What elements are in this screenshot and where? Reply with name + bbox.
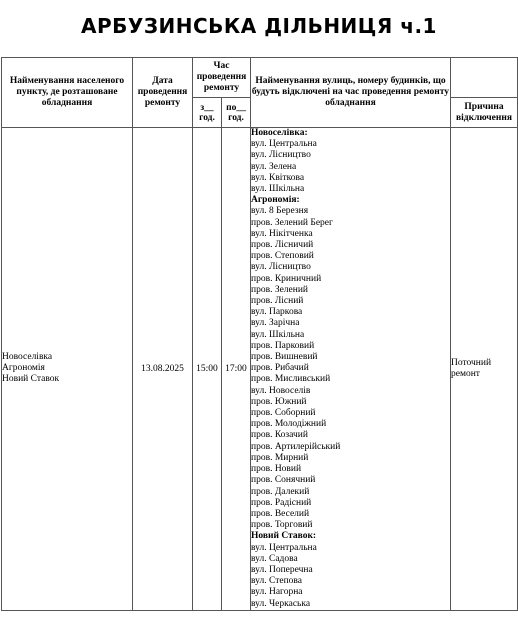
street-item: пров. Мисливський xyxy=(251,374,331,385)
street-item: вул. Зарічна xyxy=(251,318,300,329)
time-to-cell: 17:00 xyxy=(222,128,251,611)
street-item: пров. Веселий xyxy=(251,508,310,519)
street-item: пров. Лісний xyxy=(251,296,304,307)
street-item: вул. Степова xyxy=(251,576,302,587)
street-item: вул. Квіткова xyxy=(251,172,305,183)
street-item: пров. Вишневий xyxy=(251,352,318,363)
header-date: Дата проведення ремонту xyxy=(133,58,193,128)
header-time: Час проведення ремонту xyxy=(193,58,251,98)
street-item: вул. Лісництво xyxy=(251,262,311,273)
header-time-to: по__ год. xyxy=(222,98,251,128)
street-item: пров. Парковий xyxy=(251,340,315,351)
header-reason-spacer xyxy=(451,58,518,98)
street-item: пров. Южний xyxy=(251,396,307,407)
street-item: вул. Нікітченка xyxy=(251,228,313,239)
street-item: пров. Сонячний xyxy=(251,475,316,486)
street-item: вул. Зелена xyxy=(251,161,297,172)
street-item: пров. Зелений xyxy=(251,284,309,295)
locality-name: Новоселівка xyxy=(2,352,53,363)
header-locality: Найменування населеного пункту, де розташоване обладнання xyxy=(2,58,133,128)
locality-name: Новий Ставок xyxy=(2,374,60,385)
header-reason: Причина відключення xyxy=(451,98,518,128)
header-streets: Найменування вулиць, номеру будинків, що будуть відключені на час проведення ремонту обладнання xyxy=(251,58,451,128)
street-item: пров. Далекий xyxy=(251,486,310,497)
street-item: пров. Зелений Берег xyxy=(251,217,333,228)
street-item: вул. Паркова xyxy=(251,307,303,318)
street-item: вул. Черкаська xyxy=(251,598,311,609)
street-item: вул. Лісництво xyxy=(251,150,311,161)
street-item: пров. Лісничий xyxy=(251,240,314,251)
street-item: пров. Козачий xyxy=(251,430,308,441)
street-item: пров. Молодіжний xyxy=(251,419,327,430)
village-heading: Новоселівка: xyxy=(251,128,308,138)
street-item: пров. Криничний xyxy=(251,273,322,284)
streets-cell xyxy=(251,128,451,611)
street-item: вул. Новоселів xyxy=(251,385,311,396)
street-item: пров. Рибачий xyxy=(251,363,309,374)
street-item: пров. Радісний xyxy=(251,497,312,508)
street-item: пров. Артилерійський xyxy=(251,441,341,452)
street-item: пров. Степовий xyxy=(251,251,314,262)
street-item: вул. Нагорна xyxy=(251,587,303,598)
street-item: вул. Центральна xyxy=(251,542,317,553)
time-from-cell: 15:00 xyxy=(193,128,222,611)
street-item: вул. 8 Березня xyxy=(251,206,309,217)
reason-line: Поточний xyxy=(451,357,492,368)
street-item: вул. Центральна xyxy=(251,139,317,150)
street-item: пров. Новий xyxy=(251,464,302,475)
locality-name: Агрономія xyxy=(2,363,45,374)
locality-cell xyxy=(2,128,133,611)
header-time-from: з__ год. xyxy=(193,98,222,128)
street-item: вул. Садова xyxy=(251,553,298,564)
page-title: АРБУЗИНСЬКА ДІЛЬНИЦЯ ч.1 xyxy=(81,14,437,38)
schedule-table xyxy=(1,57,518,611)
street-item: вул. Поперечна xyxy=(251,564,313,575)
street-item: пров. Соборний xyxy=(251,408,316,419)
reason-line: ремонт xyxy=(451,368,480,379)
village-heading: Агрономія: xyxy=(251,195,300,206)
village-heading: Новий Ставок: xyxy=(251,531,317,542)
reason-cell xyxy=(451,128,518,611)
street-item: вул. Шкільна xyxy=(251,184,305,195)
street-item: пров. Торговий xyxy=(251,520,313,531)
date-cell: 13.08.2025 xyxy=(133,128,193,611)
street-item: вул. Шкільна xyxy=(251,329,305,340)
street-item: пров. Мирний xyxy=(251,452,309,463)
